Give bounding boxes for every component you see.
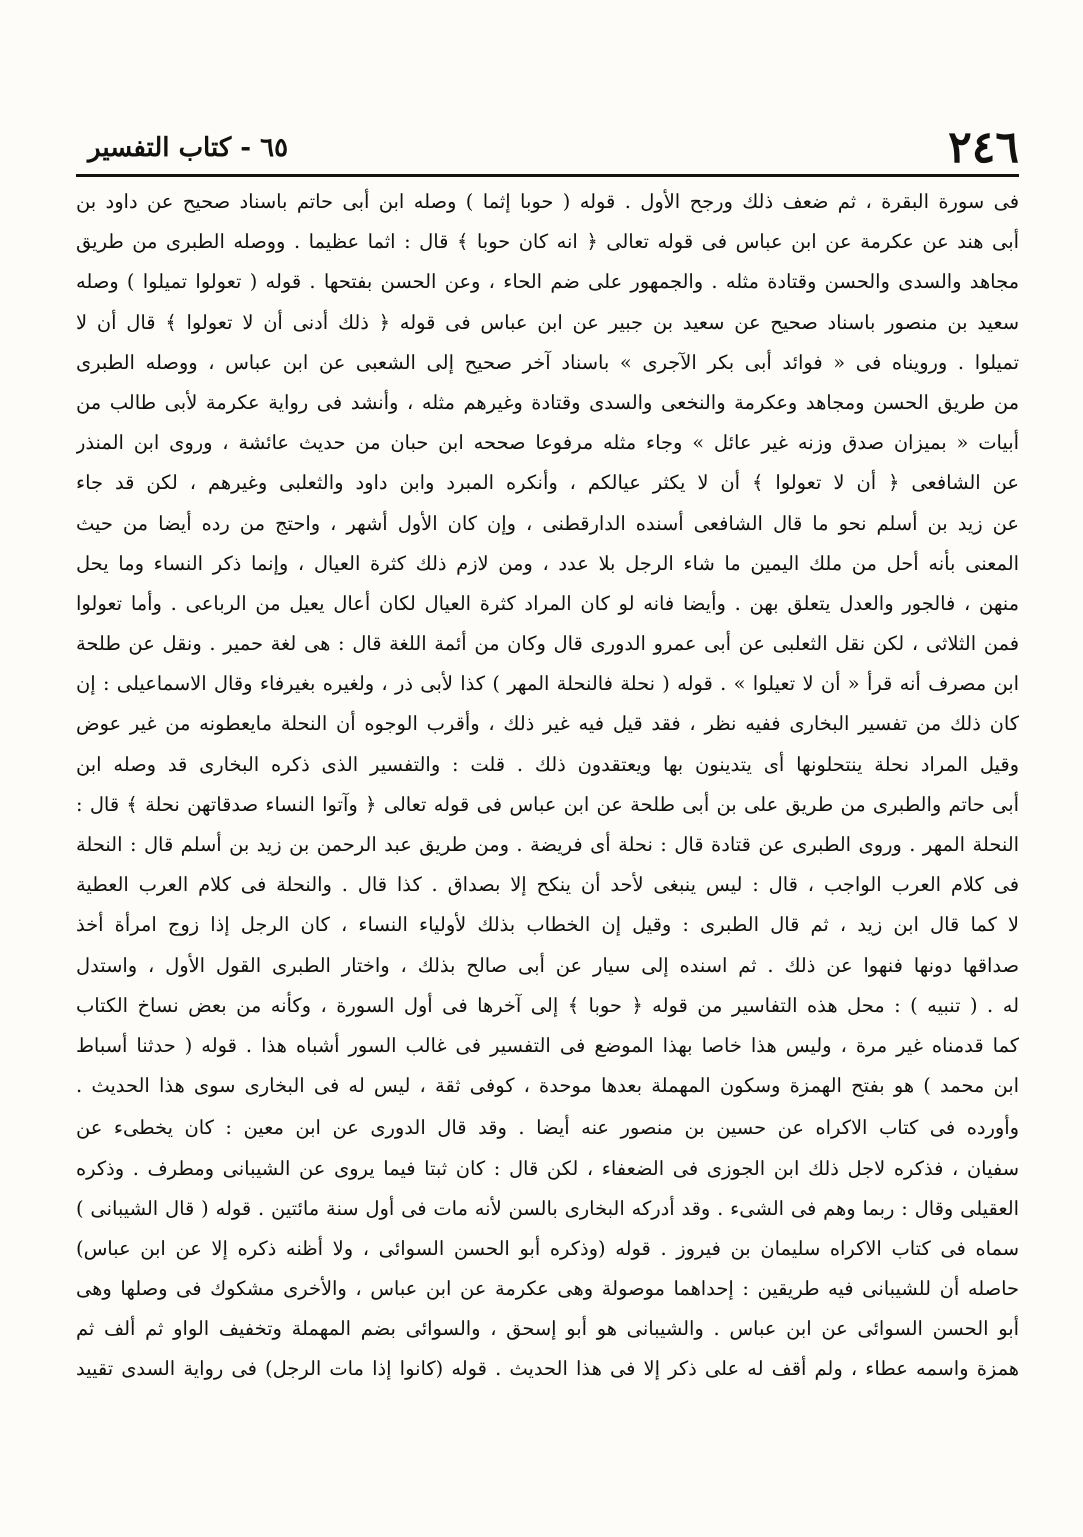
- text-line: مجاهد والسدى والحسن وقتادة مثله . والجمهور على ضم الحاء ، وعن الحسن بفتحها . قوله ( تعولوا تميلوا ) وصله: [76, 270, 1019, 294]
- text-line: أبيات « بميزان صدق وزنه غير عائل » وجاء مثله مرفوعا صححه ابن حبان من حديث عائشة ، وروى ابن المنذر: [76, 431, 1019, 455]
- text-line: لا كما قال ابن زيد ، ثم قال الطبرى : وقيل إن الخطاب بذلك لأولياء النساء ، كان الرجل إذا زوج امرأة أخذ: [76, 913, 1019, 937]
- text-line: النحلة المهر . وروى الطبرى عن قتادة قال : نحلة أى فريضة . ومن طريق عبد الرحمن بن زيد بن أسلم قال : النحلة: [76, 833, 1019, 856]
- text-line: حاصله أن للشيبانى فيه طريقين : إحداهما موصولة وهى عكرمة عن ابن عباس ، والأخرى مشكوك فى وصلها وهى: [76, 1277, 1019, 1301]
- text-line: فمن الثلاثى ، لكن نقل الثعلبى عن أبى عمرو الدورى قال وكان من أئمة اللغة قال : هى لغة حمير . ونقل عن طلحة: [76, 632, 1019, 656]
- text-line: ابن محمد ) هو بفتح الهمزة وسكون المهملة بعدها موحدة ، كوفى ثقة ، ليس له فى البخارى سوى هذا الحديث .: [76, 1074, 1019, 1098]
- text-line: سعيد بن منصور باسناد صحيح عن سعيد بن جبير عن ابن عباس فى قوله ﴿ ذلك أدنى أن لا تعولوا ﴾ قال أن لا: [76, 310, 1019, 334]
- text-line: أبى هند عن عكرمة عن ابن عباس فى قوله تعالى ﴿ انه كان حوبا ﴾ قال : اثما عظيما . ووصله الطبرى من طريق: [76, 230, 1019, 254]
- text-line: تميلوا . ورويناه فى « فوائد أبى بكر الآجرى » باسناد آخر صحيح إلى الشعبى عن ابن عباس ، ووصله الطبرى: [76, 350, 1019, 374]
- text-line: سفيان ، فذكره لاجل ذلك ابن الجوزى فى الضعفاء ، لكن قال : كان ثبتا فيما يروى عن الشيبانى ومطرف . وذكره: [76, 1156, 1019, 1180]
- text-line: وأورده فى كتاب الاكراه عن حسين بن منصور عنه أيضا . وقد قال الدورى عن ابن معين : كان يخطىء عن: [76, 1116, 1019, 1140]
- page-number: ٢٤٦: [948, 122, 1019, 173]
- text-line: عن زيد بن أسلم نحو ما قال الشافعى أسنده الدارقطنى ، وإن كان الأول أشهر ، واحتج من رده أيضا من حيث: [76, 511, 1019, 535]
- text-line: من طريق الحسن ومجاهد وعكرمة والنخعى والسدى وقتادة وغيرهم مثله ، وأنشد فى رواية عكرمة لأبى طالب من: [76, 390, 1019, 414]
- text-line: فى سورة البقرة ، ثم ضعف ذلك ورجح الأول . قوله ( حوبا إثما ) وصله ابن أبى حاتم باسناد صحيح عن داود بن: [76, 190, 1019, 213]
- text-line: وقيل المراد نحلة ينتحلونها أى يتدينون بها ويعتقدون ذلك . قلت : والتفسير الذى ذكره البخارى قد وصله ابن: [76, 752, 1019, 776]
- text-line: منهن ، فالجور والعدل يتعلق بهن . وأيضا فانه لو كان المراد كثرة العيال لكان أعال يعيل من الرباعى . وأما تعولوا: [76, 591, 1019, 615]
- text-line: له . ( تنبيه ) : محل هذه التفاسير من قوله ﴿ حوبا ﴾ إلى آخرها فى أول السورة ، وكأنه من بعض نساخ الكتاب: [76, 993, 1019, 1017]
- page-header: [76, 122, 1019, 177]
- text-line: المعنى بأنه أحل من ملك اليمين ما شاء الرجل بلا عدد ، ومن لازم ذلك كثرة العيال ، وإنما ذكر النساء وما يحل: [76, 551, 1019, 575]
- text-line: فى كلام العرب الواجب ، قال : ليس ينبغى لأحد أن ينكح إلا بصداق . كذا قال . والنحلة فى كلام العرب العطية: [76, 873, 1019, 897]
- text-line: كان ذلك من تفسير البخارى ففيه نظر ، فقد قيل فيه غير ذلك ، وأقرب الوجوه أن النحلة مايعطونه من غير عوض: [76, 712, 1019, 736]
- text-line: أبى حاتم والطبرى من طريق على بن أبى طلحة عن ابن عباس فى قوله تعالى ﴿ وآتوا النساء صدقاتهن نحلة ﴾ قال :: [76, 792, 1019, 816]
- text-line: ابن مصرف أنه قرأ « أن لا تعيلوا » . قوله ( نحلة فالنحلة المهر ) كذا لأبى ذر ، ولغيره بغيرفاء وقال الاسماعيلى : إن: [76, 672, 1019, 696]
- text-line: أبو الحسن السوائى عن ابن عباس . والشيبانى هو أبو إسحق ، والسوائى بضم المهملة وتخفيف الواو ثم ألف ثم: [76, 1317, 1019, 1341]
- body-text: [76, 182, 1019, 1390]
- text-line: سماه فى كتاب الاكراه سليمان بن فيروز . قوله (وذكره أبو الحسن السوائى ، ولا أظنه ذكره إلا عن ابن عباس): [76, 1236, 1019, 1260]
- text-line: همزة واسمه عطاء ، ولم أقف له على ذكر إلا فى هذا الحديث . قوله (كانوا إذا مات الرجل) فى رواية السدى تقييد: [76, 1357, 1019, 1381]
- text-line: العقيلى وقال : ربما وهم فى الشىء . وقد أدركه البخارى بالسن لأنه مات فى أول سنة مائتين . قوله ( قال الشيبانى ): [76, 1196, 1019, 1220]
- text-line: صداقها دونها فنهوا عن ذلك . ثم اسنده إلى سيار عن أبى صالح بذلك ، واختار الطبرى القول الأول ، واستدل: [76, 953, 1019, 977]
- text-line: كما قدمناه غير مرة ، وليس هذا خاصا بهذا الموضع فى التفسير فى غالب السور أشباه هذا . قوله ( حدثنا أسباط: [76, 1033, 1019, 1057]
- text-line: عن الشافعى ﴿ أن لا تعولوا ﴾ أن لا يكثر عيالكم ، وأنكره المبرد وابن داود والثعلبى وغيرهم ، لكن قد جاء: [76, 471, 1019, 495]
- running-title: ٦٥ - كتاب التفسير: [88, 133, 289, 163]
